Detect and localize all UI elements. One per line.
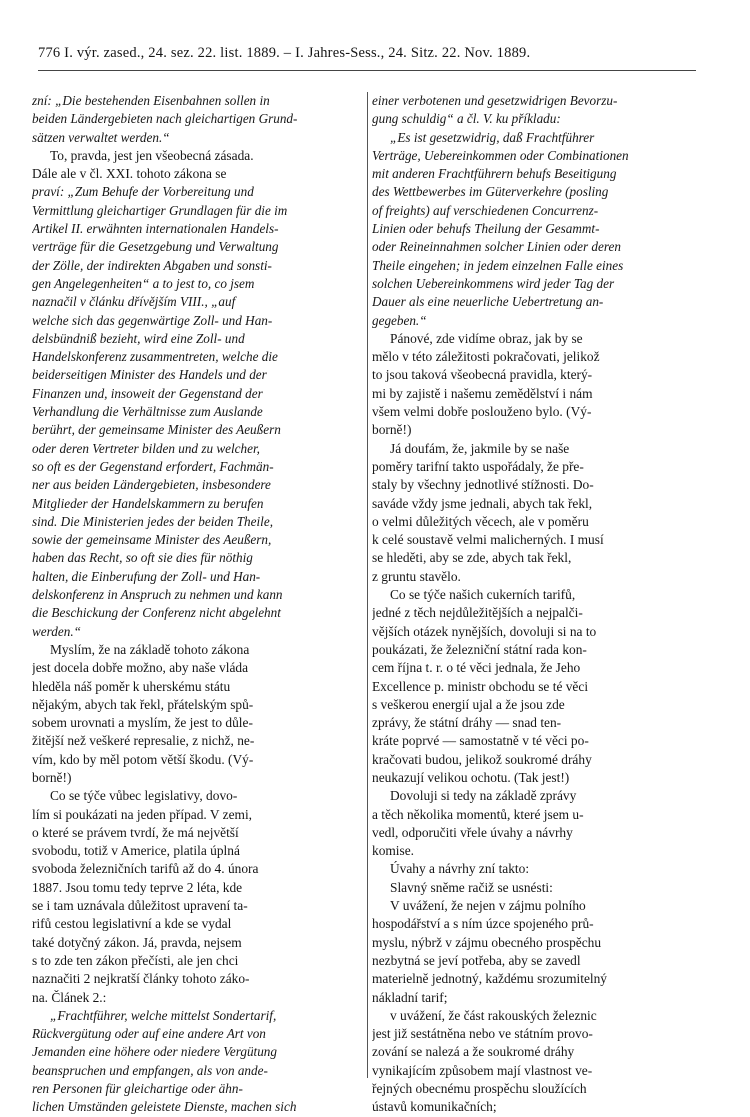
text-line: s veškerou energií ujal a že jsou zde <box>372 696 565 712</box>
text-line: poukázati, že železniční státní rada kon- <box>372 641 587 657</box>
text-line: materielně jednotný, každému srozumitelný <box>372 971 608 987</box>
text-line: der Zölle, der indirekten Abgaben und sonsti- <box>32 257 272 273</box>
text-line: Co se týče vůbec legislativy, dovo- <box>50 788 238 804</box>
text-line: se hleděti, aby se zde, abych tak řekl, <box>372 550 572 566</box>
text-line: jedné z těch nejdůležitějších a nejpalči- <box>372 605 583 621</box>
text-line: kračovati budou, jelikož soukromé dráhy <box>372 751 592 767</box>
text-line: praví: „Zum Behufe der Vorbereitung und <box>32 184 254 200</box>
right-column <box>372 92 702 1117</box>
text-line: vedl, odporučiti vřele úvahy a návrhy <box>372 824 573 840</box>
text-line: gen Angelegenheiten“ a to jest to, co jsem <box>32 275 255 291</box>
text-line: des Wettbewerbes im Güterverkehre (posling <box>372 184 609 200</box>
text-line: hleděla náš poměr k uherskému státu <box>32 678 231 694</box>
text-line: mělo v této záležitosti pokračovati, jelikož <box>372 349 600 365</box>
text-line: řejných obecnému prospěchu sloužících <box>372 1081 587 1097</box>
text-line: a těch několika momentů, které jsem u- <box>372 806 584 822</box>
text-line: ústavů komunikačních; <box>372 1099 497 1115</box>
text-line: se i tam uznávala důležitost upravení ta- <box>32 898 248 914</box>
text-line: beiden Ländergebieten nach gleichartigen Grund- <box>32 111 298 127</box>
text-line: sowie der gemeinsame Minister des Aeußern, <box>32 532 272 548</box>
text-line: lichen Umständen geleistete Dienste, machen sich <box>32 1099 297 1115</box>
text-line: beiderseitigen Minister des Handels und der <box>32 367 267 383</box>
text-line: welche sich das gegenwärtige Zoll- und Han- <box>32 312 273 328</box>
text-line: nějakým, abych tak řekl, přátelským spů- <box>32 696 254 712</box>
text-line: poměry tarifní takto uspořádaly, že pře- <box>372 458 584 474</box>
text-line: lím si poukázati na jeden případ. V zemi, <box>32 806 253 822</box>
text-line: Verhandlung die Verhältnisse zum Auslande <box>32 404 263 420</box>
text-line: neukazují velikou ochotu. (Tak jest!) <box>372 769 570 785</box>
text-line: delskonferenz in Anspruch zu nehmen und kann <box>32 587 283 603</box>
text-line: nezbytná se jeví potřeba, aby se zavedl <box>372 952 581 968</box>
text-line: Dovoluji si tedy na základě zprávy <box>390 788 577 804</box>
text-line: verträge für die Gesetzgebung und Verwaltung <box>32 239 279 255</box>
text-line: Já doufám, že, jakmile by se naše <box>390 440 570 456</box>
text-line: To, pravda, jest jen všeobecná zásada. <box>50 147 254 163</box>
text-line: Excellence p. ministr obchodu se té věci <box>372 678 589 694</box>
text-line: zprávy, že státní dráhy — snad ten- <box>372 715 562 731</box>
text-line: die Beschickung der Conferenz nicht abgelehnt <box>32 605 281 621</box>
text-line: cem října t. r. o té věci jednala, že Jeho <box>372 660 581 676</box>
text-line: zování se nalezá a že soukromé dráhy <box>372 1044 575 1060</box>
text-line: Mitglieder der Handelskammern zu berufen <box>32 495 264 511</box>
text-line: také dotyčný zákon. Já, pravda, nejsem <box>32 934 242 950</box>
text-line: o které se právem tvrdí, že má největší <box>32 824 239 840</box>
text-line: V uvážení, že nejen v zájmu polního <box>390 898 586 914</box>
text-line: jest již sestátněna nebo ve státním provo- <box>372 1026 593 1042</box>
text-line: hospodářství a s ním úzce spojeného prů- <box>372 916 594 932</box>
column-separator <box>367 92 368 1078</box>
text-line: jest docela dobře možno, aby naše vláda <box>32 660 249 676</box>
text-line: sätzen verwaltet werden.“ <box>32 129 170 145</box>
text-line: zní: „Die bestehenden Eisenbahnen sollen in <box>32 93 270 108</box>
text-line: k celé soustavě velmi malicherných. I musí <box>372 532 604 548</box>
text-line: oder deren Vertreter bilden und zu welcher, <box>32 440 260 456</box>
text-line: delsbündniß bezieht, wird eine Zoll- und <box>32 330 245 346</box>
text-line: svobodu, totiž v Americe, platila úplná <box>32 843 240 859</box>
text-line: Slavný sněme račiž se usnésti: <box>390 879 553 895</box>
text-line: myslu, nýbrž v zájmu obecného prospěchu <box>372 934 602 950</box>
left-column <box>32 92 362 1117</box>
text-line: nákladní tarif; <box>372 989 448 1005</box>
text-line: Finanzen und, insoweit der Gegenstand der <box>32 385 263 401</box>
text-line: ren Personen für gleichartige oder ähn- <box>32 1081 243 1097</box>
text-line: rifů cestou legislativní a kde se vydal <box>32 916 232 932</box>
text-line: z gruntu stavělo. <box>372 568 461 584</box>
text-line: Handelskonferenz zusammentreten, welche die <box>32 349 278 365</box>
text-line: „Frachtführer, welche mittelst Sondertarif, <box>50 1007 277 1023</box>
text-line: vynikajícím způsobem mají vlastnost ve- <box>372 1062 593 1078</box>
text-line: Co se týče našich cukerních tarifů, <box>390 587 576 603</box>
text-line: staly by všechny jednotlivé stížnosti. Do- <box>372 477 594 493</box>
text-line: Rückvergütung oder auf eine andere Art von <box>32 1026 266 1042</box>
text-line: gung schuldig“ a čl. V. ku příkladu: <box>372 111 561 127</box>
text-line: Pánové, zde vidíme obraz, jak by se <box>390 330 583 346</box>
text-line: einer verbotenen und gesetzwidrigen Bevorzu- <box>372 93 618 108</box>
text-line: to jsou taková všeobecná pravidla, který- <box>372 367 593 383</box>
text-line: so oft es der Gegenstand erfordert, Fachmän- <box>32 458 274 474</box>
text-line: vím, kdo by měl potom větší škodu. (Vý- <box>32 751 254 767</box>
text-line: naznačiti 2 nejkratší články tohoto záko- <box>32 971 250 987</box>
text-line: na. Článek 2.: <box>32 989 107 1005</box>
text-line: Artikel II. erwähnten internationalen Handels- <box>32 221 279 237</box>
text-line: halten, die Einberufung der Zoll- und Han- <box>32 568 261 584</box>
text-line: borně!) <box>32 769 72 785</box>
text-line: naznačil v článku dřívějším VIII., „auf <box>32 294 236 310</box>
text-line: Úvahy a návrhy zní takto: <box>390 861 530 877</box>
text-line: oder Reineinnahmen solcher Linien oder deren <box>372 239 621 255</box>
page-header: 776 I. výr. zased., 24. sez. 22. list. 1889. – I. Jahres-Sess., 24. Sitz. 22. Nov. 1889. <box>38 45 531 61</box>
text-line: Theile eingehen; in jedem einzelnen Falle eines <box>372 257 624 273</box>
text-line: Vermittlung gleichartiger Grundlagen für die im <box>32 202 288 218</box>
text-line: saváde vždy jsme jednali, abych tak řekl, <box>372 495 593 511</box>
text-line: Jemanden eine höhere oder niedere Vergütung <box>32 1044 277 1060</box>
text-line: Dále ale v čl. XXI. tohoto zákona se <box>32 166 227 182</box>
text-line: v uvážení, že část rakouských železnic <box>390 1007 597 1023</box>
text-line: sobem urovnati a myslím, že jest to důle- <box>32 715 253 731</box>
text-line: s to zde ten zákon přečísti, ale jen chci <box>32 952 239 968</box>
text-line: mit anderen Frachtführern behufs Beseitigung <box>372 166 617 182</box>
text-line: 1887. Jsou tomu tedy teprve 2 léta, kde <box>32 879 243 895</box>
text-line: sind. Die Ministerien jedes der beiden Theile, <box>32 513 273 529</box>
text-line: borně!) <box>372 422 412 438</box>
text-line: haben das Recht, so oft sie dies für nöthig <box>32 550 253 566</box>
text-line: berührt, der gemeinsame Minister des Aeußern <box>32 422 281 438</box>
text-line: ner aus beiden Ländergebieten, insbesondere <box>32 477 271 493</box>
text-line: beanspruchen und empfangen, als von ande- <box>32 1062 268 1078</box>
text-line: žitější než veškeré represalie, z nichž, ne- <box>32 733 255 749</box>
text-line: komise. <box>372 843 415 859</box>
text-line: kráte poprvé — samostatně v té věci po- <box>372 733 589 749</box>
text-line: solchen Uebereinkommens wird jeder Tag der <box>372 275 615 291</box>
text-line: všem velmi dobře poslouženo bylo. (Vý- <box>372 404 592 420</box>
text-line: o velmi důležitých věcech, ale v poměru <box>372 513 589 529</box>
header-rule <box>38 70 696 71</box>
text-line: mi by zajistě i našemu zemědělství i nám <box>372 385 593 401</box>
text-line: gegeben.“ <box>372 312 427 328</box>
text-line: Dauer als eine neuerliche Uebertretung an- <box>372 294 604 310</box>
text-line: Myslím, že na základě tohoto zákona <box>50 641 250 657</box>
text-line: werden.“ <box>32 623 81 639</box>
text-line: vějších otázek nynějších, dovoluji si na to <box>372 623 597 639</box>
text-line: „Es ist gesetzwidrig, daß Frachtführer <box>390 129 595 145</box>
text-line: Verträge, Uebereinkommen oder Combinationen <box>372 147 629 163</box>
text-line: Linien oder behufs Theilung der Gesammt- <box>372 221 600 237</box>
text-line: of freights) auf verschiedenen Concurrenz- <box>372 202 599 218</box>
text-line: svoboda železničních tarifů až do 4. února <box>32 861 259 877</box>
